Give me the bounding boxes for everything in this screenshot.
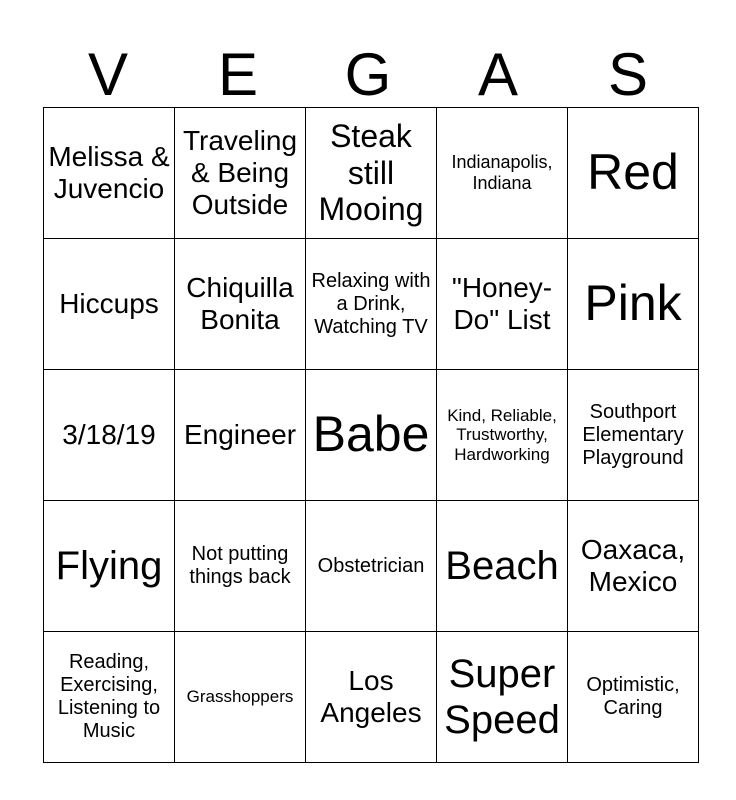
bingo-cell[interactable]: Traveling & Being Outside bbox=[175, 108, 306, 239]
bingo-cell[interactable]: Flying bbox=[44, 501, 175, 632]
board-row bbox=[44, 370, 699, 501]
bingo-cell[interactable]: Optimistic, Caring bbox=[568, 632, 699, 763]
bingo-cell[interactable]: Grasshoppers bbox=[175, 632, 306, 763]
bingo-cell[interactable]: Steak still Mooing bbox=[306, 108, 437, 239]
bingo-cell[interactable]: Melissa & Juvencio bbox=[44, 108, 175, 239]
header-letter-g: G bbox=[344, 41, 392, 108]
bingo-cell[interactable]: Beach bbox=[437, 501, 568, 632]
header-letter-v: V bbox=[87, 41, 129, 108]
bingo-cell[interactable]: Not putting things back bbox=[175, 501, 306, 632]
bingo-cell[interactable]: Southport Elementary Playground bbox=[568, 370, 699, 501]
header-letter-a: A bbox=[477, 41, 519, 108]
bingo-cell[interactable]: Reading, Exercising, Listening to Music bbox=[44, 632, 175, 763]
header-letter-e: E bbox=[217, 41, 259, 108]
bingo-cell[interactable]: Indianapolis, Indiana bbox=[437, 108, 568, 239]
bingo-cell[interactable]: Babe bbox=[306, 370, 437, 501]
bingo-cell[interactable]: Pink bbox=[568, 239, 699, 370]
bingo-cell[interactable]: Los Angeles bbox=[306, 632, 437, 763]
bingo-cell[interactable]: Red bbox=[568, 108, 699, 239]
bingo-cell[interactable]: "Honey-Do" List bbox=[437, 239, 568, 370]
board-row bbox=[44, 108, 699, 239]
bingo-header bbox=[43, 42, 693, 108]
bingo-cell[interactable]: Chiquilla Bonita bbox=[175, 239, 306, 370]
bingo-cell[interactable]: Hiccups bbox=[44, 239, 175, 370]
bingo-cell[interactable]: Obstetrician bbox=[306, 501, 437, 632]
bingo-cell[interactable]: Kind, Reliable, Trustworthy, Hardworking bbox=[437, 370, 568, 501]
bingo-board bbox=[43, 107, 699, 763]
bingo-cell[interactable]: 3/18/19 bbox=[44, 370, 175, 501]
board-row bbox=[44, 501, 699, 632]
board-row bbox=[44, 239, 699, 370]
bingo-cell[interactable]: Oaxaca, Mexico bbox=[568, 501, 699, 632]
board-row bbox=[44, 632, 699, 763]
header-letter-s: S bbox=[607, 41, 649, 108]
bingo-cell[interactable]: Super Speed bbox=[437, 632, 568, 763]
bingo-cell[interactable]: Relaxing with a Drink, Watching TV bbox=[306, 239, 437, 370]
bingo-cell[interactable]: Engineer bbox=[175, 370, 306, 501]
